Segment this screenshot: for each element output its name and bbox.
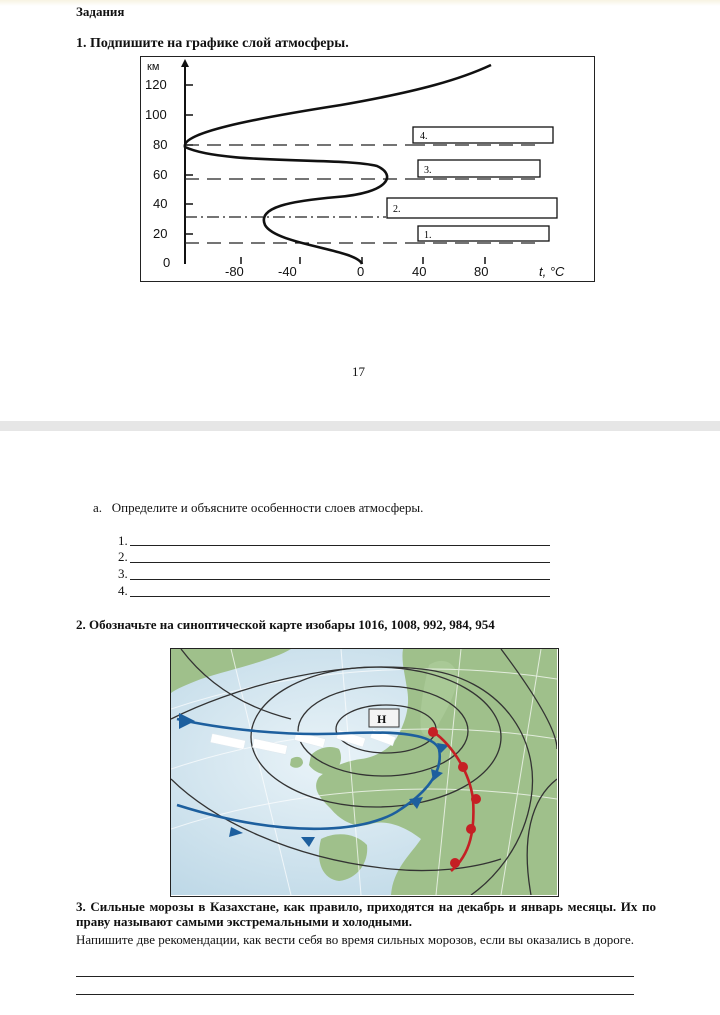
page-number: 17 xyxy=(352,364,365,379)
answer-line-task3-1[interactable] xyxy=(76,976,634,977)
x-tick-label: -80 xyxy=(225,264,244,279)
task3-text: Напишите две рекомендации, как вести себя во время сильных морозов, если вы оказались в дороге. xyxy=(76,932,634,947)
answer-line-2[interactable] xyxy=(130,562,550,563)
task1-title: 1. Подпишите на графике слой атмосферы. xyxy=(76,36,349,51)
section-title: Задания xyxy=(76,4,125,19)
answer-line-1[interactable] xyxy=(130,545,550,546)
y-tick-label: 40 xyxy=(153,196,168,211)
y-unit-label: км xyxy=(147,61,160,73)
answer-line-label: 4. xyxy=(118,583,128,598)
task3-title: 3. Сильные морозы в Казахстане, как правило, приходятся на декабрь и январь месяцы. Их по праву называют самыми экстремальными и холодными. xyxy=(76,899,656,929)
label-box-3[interactable] xyxy=(418,160,540,177)
low-pressure-marker xyxy=(369,709,399,727)
y-tick-marks xyxy=(185,85,193,234)
task-a-title: a. Определите и объясните особенности слоев атмосферы. xyxy=(93,500,424,515)
label-box-text: 4. xyxy=(420,131,428,142)
y-tick-label: 100 xyxy=(145,107,167,122)
synoptic-map[interactable] xyxy=(170,648,559,897)
label-box-4[interactable] xyxy=(413,127,553,143)
x-tick-label: 0 xyxy=(357,264,365,279)
low-pressure-label: Н xyxy=(377,712,387,726)
answer-line-label: 1. xyxy=(118,533,128,548)
answer-line-label: 3. xyxy=(118,566,128,581)
answer-line-4[interactable] xyxy=(130,596,550,597)
answer-line-3[interactable] xyxy=(130,579,550,580)
label-box-2[interactable] xyxy=(387,198,557,218)
task2-title: 2. Обозначьте на синоптической карте изобары 1016, 1008, 992, 984, 954 xyxy=(76,617,495,632)
label-box-text: 1. xyxy=(424,230,432,241)
x-tick-marks xyxy=(241,257,485,264)
atmosphere-chart-svg xyxy=(141,57,593,280)
synoptic-map-svg xyxy=(171,649,557,895)
y-tick-label: 20 xyxy=(153,226,168,241)
y-tick-label: 60 xyxy=(153,167,168,182)
answer-line-task3-2[interactable] xyxy=(76,994,634,995)
atmosphere-chart xyxy=(140,56,595,282)
answer-line-label: 2. xyxy=(118,549,128,564)
y-tick-label: 0 xyxy=(163,255,171,270)
label-box-text: 3. xyxy=(424,165,432,176)
label-box-text: 2. xyxy=(393,204,401,215)
y-tick-label: 80 xyxy=(153,137,168,152)
y-tick-label: 120 xyxy=(145,77,167,92)
page-break xyxy=(0,421,720,431)
x-tick-label: -40 xyxy=(278,264,297,279)
x-tick-label: 80 xyxy=(474,264,489,279)
label-box-1[interactable] xyxy=(418,226,549,241)
x-unit-label: t, °C xyxy=(539,264,565,279)
y-axis-arrow-icon xyxy=(181,59,189,67)
x-tick-label: 40 xyxy=(412,264,427,279)
